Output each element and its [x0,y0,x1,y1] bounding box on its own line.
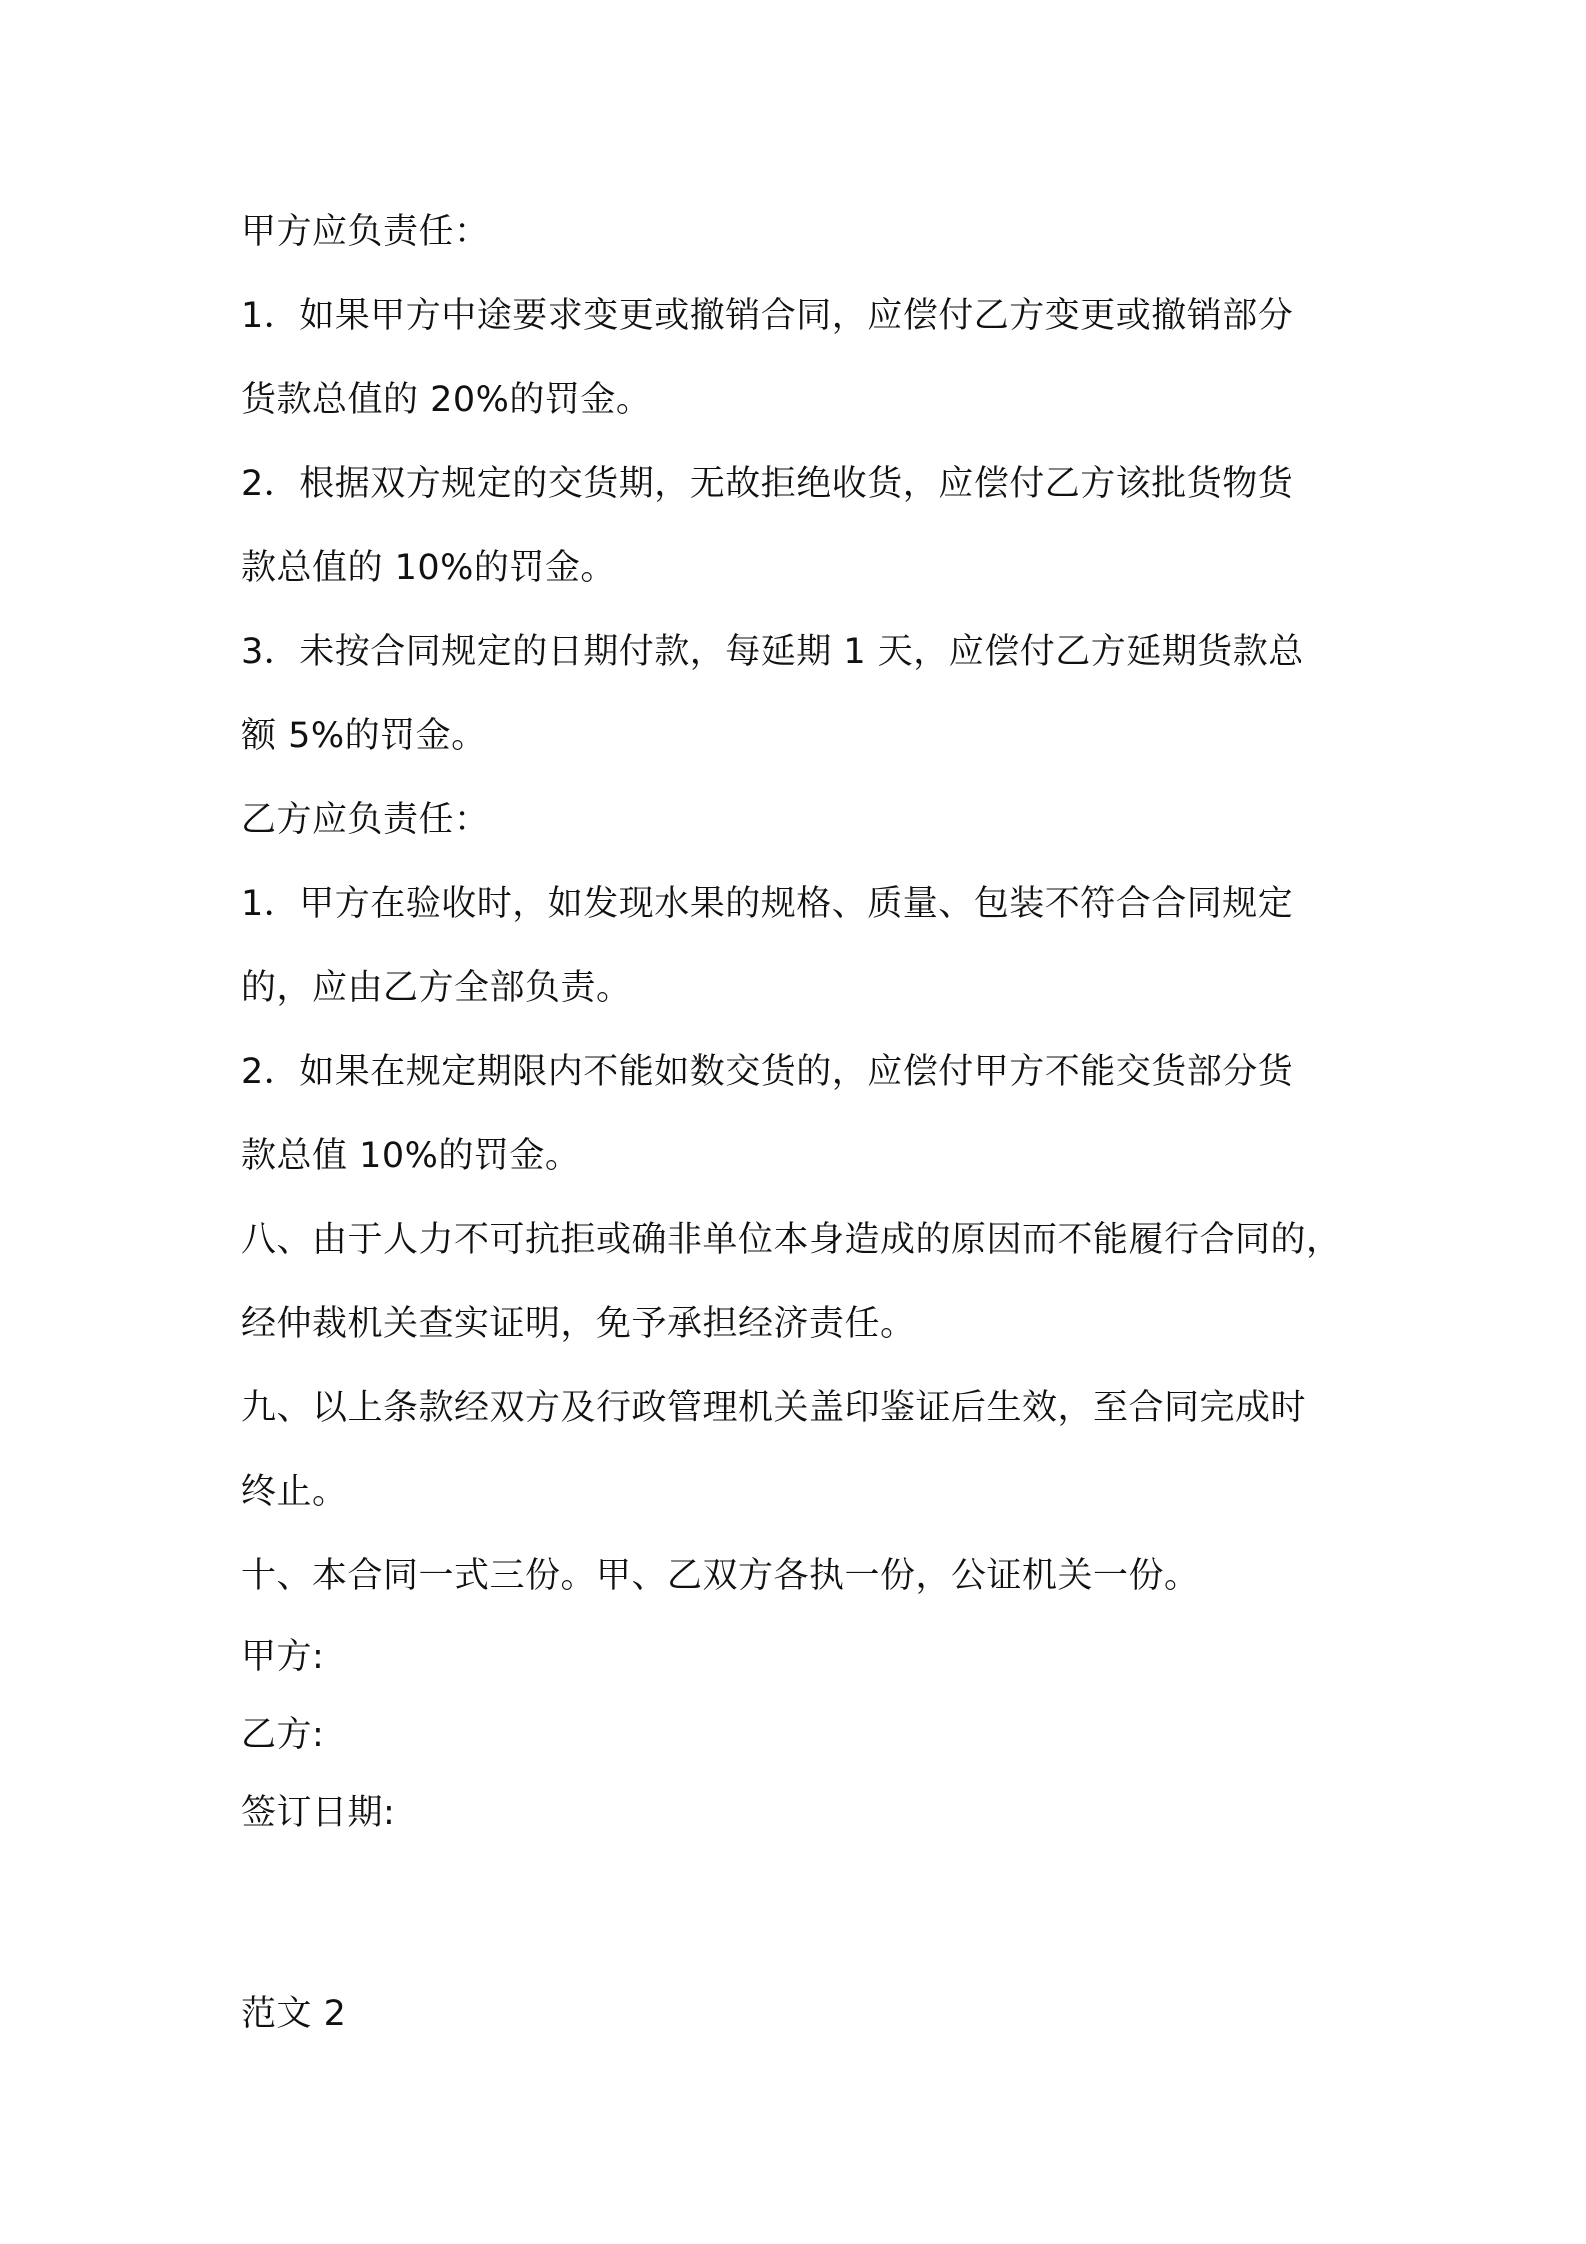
clause-9-line-2: 终止。 [241,1472,348,1512]
clause-10: 十、本合同一式三份。甲、乙双方各执一份，公证机关一份。 [241,1556,1200,1596]
party-b-item-2-line-1: 2．如果在规定期限内不能如数交货的，应偿付甲方不能交货部分货 [241,1052,1294,1092]
document-body [241,190,1391,2056]
party-a-item-1-line-2: 货款总值的 20%的罚金。 [241,380,652,420]
clause-9-line-1: 九、以上条款经双方及行政管理机关盖印鉴证后生效，至合同完成时 [241,1388,1307,1428]
clause-8-line-1: 八、由于人力不可抗拒或确非单位本身造成的原因而不能履行合同的， [241,1220,1342,1260]
party-b-item-2-line-2: 款总值 10%的罚金。 [241,1136,581,1176]
party-a-item-1-line-1: 1．如果甲方中途要求变更或撤销合同，应偿付乙方变更或撤销部分 [241,296,1294,336]
party-a-heading: 甲方应负责任： [241,212,490,252]
section-spacer [241,1852,1391,1972]
clause-8-line-2: 经仲裁机关查实证明，免予承担经济责任。 [241,1304,916,1344]
signature-party-a: 甲方: [241,1637,325,1677]
signature-date: 签订日期: [241,1793,396,1833]
party-a-item-2-line-2: 款总值的 10%的罚金。 [241,548,616,588]
party-b-item-1-line-2: 的，应由乙方全部负责。 [241,968,632,1008]
signature-party-b: 乙方: [241,1715,325,1755]
party-b-heading: 乙方应负责任： [241,800,490,840]
party-b-item-1-line-1: 1．甲方在验收时，如发现水果的规格、质量、包装不符合合同规定 [241,884,1294,924]
party-a-item-2-line-1: 2．根据双方规定的交货期，无故拒绝收货，应偿付乙方该批货物货 [241,464,1294,504]
party-a-item-3-line-1: 3．未按合同规定的日期付款，每延期 1 天，应偿付乙方延期货款总 [241,632,1304,672]
next-section-title: 范文 2 [241,1994,347,2034]
party-a-item-3-line-2: 额 5%的罚金。 [241,716,487,756]
